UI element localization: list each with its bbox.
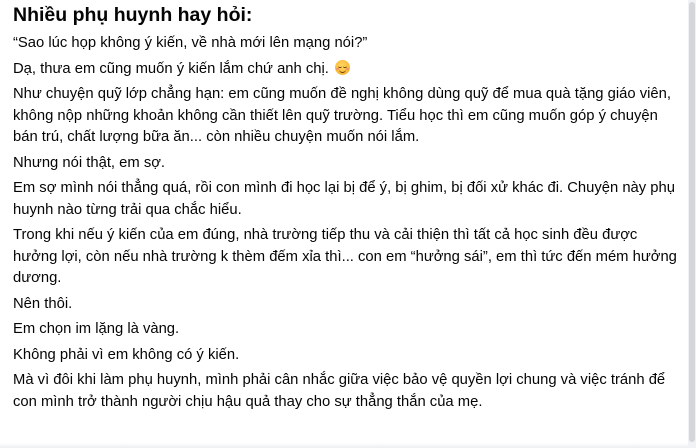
- paragraph-line: [13, 319, 685, 341]
- line-text: Trong khi nếu ý kiến của em đúng, nhà trường tiếp thu và cải thiện thì tất cả học sinh đều được: [13, 227, 638, 243]
- paragraph-line: [13, 294, 685, 316]
- content-divider: [0, 443, 688, 448]
- scrollbar[interactable]: [688, 0, 696, 448]
- paragraph-line: [13, 178, 685, 200]
- emoji-feature: [336, 68, 339, 70]
- emoji-feature: [339, 69, 346, 73]
- post-paragraph: [13, 59, 685, 81]
- line-text: Nhưng nói thật, em sợ.: [13, 154, 166, 171]
- paragraph-line: [13, 106, 685, 128]
- emoji-feature: [346, 68, 349, 70]
- scrollbar-thumb[interactable]: [689, 2, 695, 442]
- post-paragraph: [13, 319, 685, 341]
- post-paragraph: [13, 178, 685, 221]
- post-paragraph: [13, 294, 685, 316]
- line-text: không nộp những khoản không cần thiết lên quỹ trường. Tiểu học thì em cũng muốn góp ý chuyện: [13, 107, 658, 124]
- paragraph-line: [13, 370, 685, 392]
- line-text: dương.: [13, 270, 62, 286]
- paragraph-line: [13, 59, 685, 81]
- line-text: Không phải vì em không có ý kiến.: [13, 346, 240, 363]
- post-paragraph: [13, 84, 685, 149]
- paragraph-line: [13, 153, 685, 175]
- paragraph-line: [13, 247, 685, 269]
- post-paragraph: [13, 345, 685, 367]
- paragraph-line: [13, 84, 685, 106]
- post-title: Nhiều phụ huynh hay hỏi:: [13, 4, 253, 26]
- relieved-face-emoji-icon: [335, 60, 350, 75]
- paragraph-line: [13, 200, 685, 222]
- line-text: bán trú, chất lượng bữa ăn... còn nhiều chuyện muốn nói lắm.: [13, 129, 420, 145]
- line-text: Em chọn im lặng là vàng.: [13, 321, 180, 337]
- line-text: con mình trở thành người chịu hậu quả thay cho sự thẳng thắn của mẹ.: [13, 393, 483, 410]
- paragraph-line: [13, 33, 685, 55]
- paragraph-line: [13, 345, 685, 367]
- line-text: Mà vì đôi khi làm phụ huynh, mình phải cân nhắc giữa việc bảo vệ quyền lợi chung và việc tránh để: [13, 372, 666, 388]
- post-paragraph: [13, 153, 685, 175]
- post-paragraph: [13, 370, 685, 413]
- paragraph-line: [13, 127, 685, 149]
- line-text: “Sao lúc họp không ý kiến, về nhà mới lên mạng nói?”: [13, 35, 368, 51]
- post-paragraph: [13, 33, 685, 55]
- paragraph-line: [13, 392, 685, 414]
- post-paragraph: [13, 225, 685, 290]
- paragraph-line: [13, 268, 685, 290]
- line-text: huynh nào từng trải qua chắc hiểu.: [13, 201, 242, 218]
- line-text: Nên thôi.: [13, 295, 73, 312]
- post-body: [13, 33, 688, 413]
- line-text: Như chuyện quỹ lớp chẳng hạn: em cũng muốn đề nghị không dùng quỹ để mua quà tặng giáo viên,: [13, 86, 671, 102]
- line-text: hưởng lợi, còn nếu nhà trường k thèm đếm xỉa thì... con em “hưởng sái”, em thì tức đến mém hưởng: [13, 248, 677, 265]
- paragraph-line: [13, 225, 685, 247]
- line-text: Em sợ mình nói thẳng quá, rồi con mình đi học lại bị để ý, bị ghim, bị đối xử khác đi. Chuyện này phụ: [13, 180, 675, 196]
- line-text: Dạ, thưa em cũng muốn ý kiến lắm chứ anh chị.: [13, 60, 329, 77]
